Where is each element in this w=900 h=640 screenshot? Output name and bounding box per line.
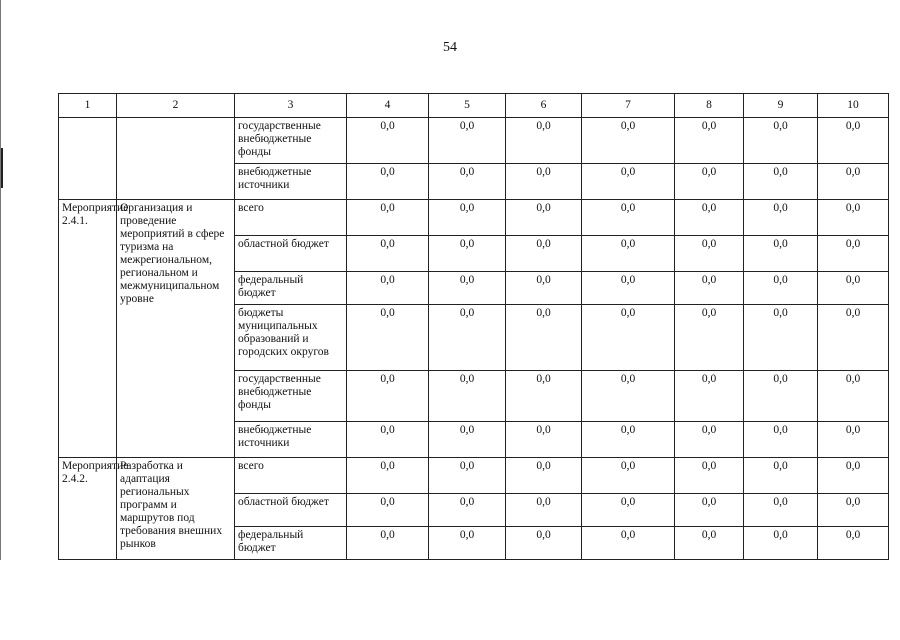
value-cell: 0,0	[675, 118, 744, 164]
activity-code-cell: Мероприятие 2.4.1.	[59, 200, 117, 458]
funding-source-cell: всего	[235, 200, 347, 236]
value-cell: 0,0	[582, 200, 675, 236]
column-header: 8	[675, 94, 744, 118]
value-cell: 0,0	[675, 458, 744, 494]
value-cell: 0,0	[675, 422, 744, 458]
value-cell: 0,0	[429, 305, 506, 371]
value-cell: 0,0	[429, 272, 506, 305]
value-cell: 0,0	[675, 371, 744, 422]
value-cell: 0,0	[347, 200, 429, 236]
table-row	[59, 458, 889, 494]
value-cell: 0,0	[744, 527, 818, 560]
activity-code-cell	[59, 118, 117, 200]
value-cell: 0,0	[744, 422, 818, 458]
value-cell: 0,0	[744, 118, 818, 164]
value-cell: 0,0	[347, 458, 429, 494]
value-cell: 0,0	[582, 371, 675, 422]
funding-source-cell: государственные внебюджетные фонды	[235, 371, 347, 422]
column-header: 9	[744, 94, 818, 118]
value-cell: 0,0	[582, 422, 675, 458]
page-number: 54	[443, 40, 457, 55]
value-cell: 0,0	[429, 458, 506, 494]
table-row	[59, 118, 889, 164]
value-cell: 0,0	[744, 494, 818, 527]
column-header: 2	[117, 94, 235, 118]
value-cell: 0,0	[818, 164, 889, 200]
value-cell: 0,0	[429, 164, 506, 200]
value-cell: 0,0	[744, 305, 818, 371]
value-cell: 0,0	[506, 236, 582, 272]
funding-source-cell: внебюджетные источники	[235, 422, 347, 458]
value-cell: 0,0	[818, 494, 889, 527]
column-header: 10	[818, 94, 889, 118]
value-cell: 0,0	[744, 164, 818, 200]
column-header: 7	[582, 94, 675, 118]
value-cell: 0,0	[506, 371, 582, 422]
value-cell: 0,0	[675, 200, 744, 236]
value-cell: 0,0	[582, 458, 675, 494]
funding-source-cell: областной бюджет	[235, 494, 347, 527]
value-cell: 0,0	[582, 164, 675, 200]
activity-name-cell: Организация и проведение мероприятий в сфере туризма на межрегиональном, региональном и межмуниципальном уровне	[117, 200, 235, 458]
value-cell: 0,0	[818, 527, 889, 560]
value-cell: 0,0	[347, 371, 429, 422]
value-cell: 0,0	[506, 272, 582, 305]
value-cell: 0,0	[818, 458, 889, 494]
value-cell: 0,0	[506, 422, 582, 458]
column-header: 5	[429, 94, 506, 118]
scan-edge-line	[0, 0, 1, 560]
funding-source-cell: федеральный бюджет	[235, 272, 347, 305]
value-cell: 0,0	[429, 118, 506, 164]
value-cell: 0,0	[744, 371, 818, 422]
value-cell: 0,0	[582, 494, 675, 527]
value-cell: 0,0	[675, 272, 744, 305]
value-cell: 0,0	[818, 200, 889, 236]
value-cell: 0,0	[429, 200, 506, 236]
value-cell: 0,0	[347, 422, 429, 458]
value-cell: 0,0	[506, 200, 582, 236]
table-body	[59, 118, 889, 560]
funding-source-cell: внебюджетные источники	[235, 164, 347, 200]
column-header: 6	[506, 94, 582, 118]
value-cell: 0,0	[675, 236, 744, 272]
value-cell: 0,0	[582, 527, 675, 560]
table-header-row	[59, 94, 889, 118]
value-cell: 0,0	[818, 272, 889, 305]
value-cell: 0,0	[582, 272, 675, 305]
value-cell: 0,0	[429, 371, 506, 422]
value-cell: 0,0	[506, 305, 582, 371]
value-cell: 0,0	[506, 458, 582, 494]
value-cell: 0,0	[675, 305, 744, 371]
value-cell: 0,0	[675, 527, 744, 560]
value-cell: 0,0	[347, 305, 429, 371]
value-cell: 0,0	[818, 236, 889, 272]
column-header: 3	[235, 94, 347, 118]
funding-source-cell: всего	[235, 458, 347, 494]
value-cell: 0,0	[429, 494, 506, 527]
value-cell: 0,0	[429, 422, 506, 458]
value-cell: 0,0	[744, 458, 818, 494]
funding-source-cell: государственные внебюджетные фонды	[235, 118, 347, 164]
value-cell: 0,0	[818, 118, 889, 164]
value-cell: 0,0	[506, 494, 582, 527]
column-header: 1	[59, 94, 117, 118]
value-cell: 0,0	[347, 236, 429, 272]
value-cell: 0,0	[347, 527, 429, 560]
value-cell: 0,0	[582, 305, 675, 371]
value-cell: 0,0	[347, 164, 429, 200]
value-cell: 0,0	[506, 164, 582, 200]
value-cell: 0,0	[818, 422, 889, 458]
value-cell: 0,0	[347, 272, 429, 305]
value-cell: 0,0	[429, 527, 506, 560]
value-cell: 0,0	[582, 118, 675, 164]
value-cell: 0,0	[429, 236, 506, 272]
table-row	[59, 200, 889, 236]
activity-name-cell	[117, 118, 235, 200]
value-cell: 0,0	[818, 371, 889, 422]
funding-source-cell: бюджеты муниципальных образований и городских округов	[235, 305, 347, 371]
scan-binding-mark	[1, 148, 3, 188]
value-cell: 0,0	[347, 118, 429, 164]
value-cell: 0,0	[582, 236, 675, 272]
activity-code-cell: Мероприятие 2.4.2.	[59, 458, 117, 560]
budget-table	[58, 93, 889, 560]
value-cell: 0,0	[744, 272, 818, 305]
value-cell: 0,0	[506, 118, 582, 164]
value-cell: 0,0	[675, 494, 744, 527]
value-cell: 0,0	[506, 527, 582, 560]
value-cell: 0,0	[744, 236, 818, 272]
funding-source-cell: федеральный бюджет	[235, 527, 347, 560]
value-cell: 0,0	[744, 200, 818, 236]
value-cell: 0,0	[347, 494, 429, 527]
value-cell: 0,0	[818, 305, 889, 371]
column-header: 4	[347, 94, 429, 118]
activity-name-cell: Разработка и адаптация региональных программ и маршрутов под требования внешних рынков	[117, 458, 235, 560]
value-cell: 0,0	[675, 164, 744, 200]
funding-source-cell: областной бюджет	[235, 236, 347, 272]
